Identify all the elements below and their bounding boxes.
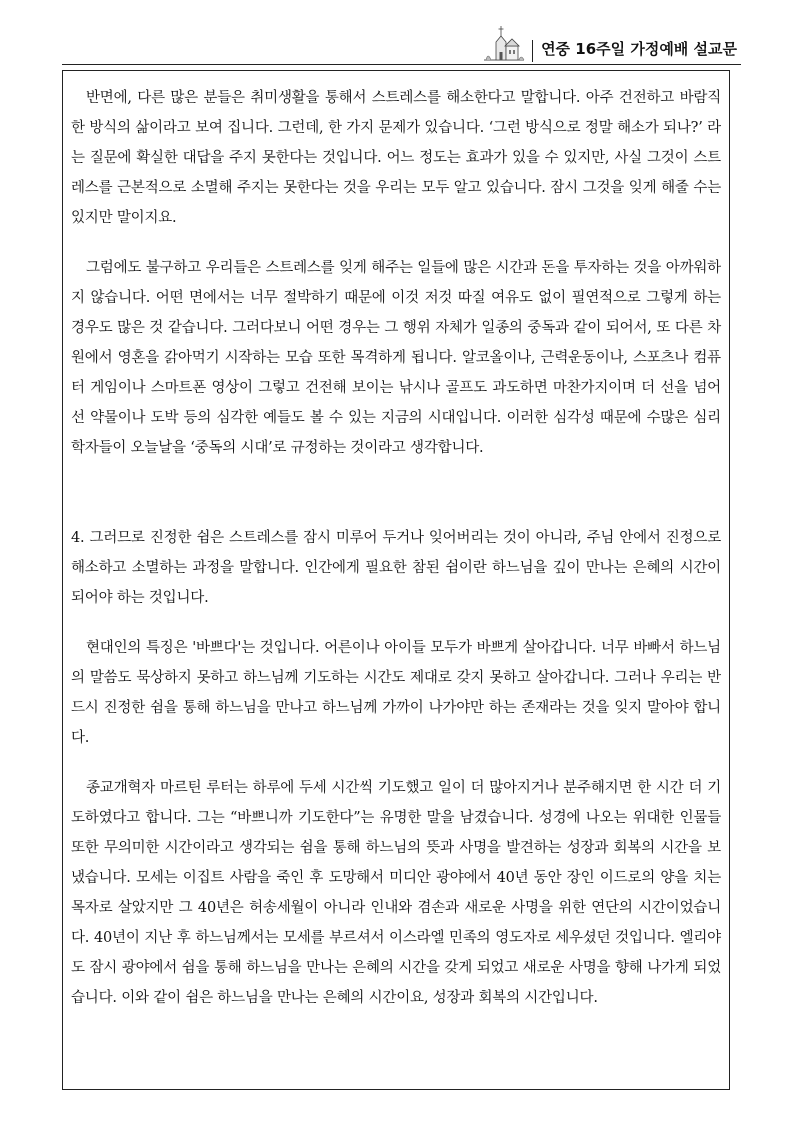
paragraph-addiction: 그럼에도 불구하고 우리들은 스트레스를 잊게 해주는 일들에 많은 시간과 돈을 투자하는 것을 아까워하지 않습니다. 어떤 면에서는 너무 절박하기 때문에 이것 저것 따질 여유도 없이 필연적으로 그렇게 하는 경우도 많은 것 같습니다. 그러다보니 어떤 경우는 그 행위 자체가 일종의 중독과 같이 되어서, 또 다른 차원에서 영혼을 갉아먹기 시작하는 모습 또한 목격하게 됩니다. 알코올이나, 근력운동이나, 스포츠나 컴퓨터 게임이나 스마트폰 영상이 그렇고 건전해 보이는 낚시나 골프도 과도하면 마찬가지이며 더 선을 넘어선 약물이나 도박 등의 심각한 예들도 볼 수 있는 지금의 시대입니다. 이러한 심각성 때문에 수많은 심리학자들이 오늘날을 ‘중독의 시대’로 규정하는 것이라고 생각합니다. [71,260,721,456]
sermon-body [62,70,730,1090]
section-spacer [71,463,721,493]
section-spacer [71,493,721,523]
page-title: 연중 16주일 가정예배 설교문 [532,40,741,62]
paragraph-true-rest: 4. 그러므로 진정한 쉼은 스트레스를 잠시 미루어 두거나 잊어버리는 것이 아니라, 주님 안에서 진정으로 해소하고 소멸하는 과정을 말합니다. 인간에게 필요한 참된 쉼이란 하느님을 깊이 만나는 은혜의 시간이 되어야 하는 것입니다. [71,530,721,606]
paragraph-hobbies: 반면에, 다른 많은 분들은 취미생활을 통해서 스트레스를 해소한다고 말합니다. 아주 건전하고 바람직한 방식의 삶이라고 보여 집니다. 그런데, 한 가지 문제가 있습니다. ‘그런 방식으로 정말 해소가 되나?’ 라는 질문에 확실한 대답을 주지 못한다는 것입니다. 어느 정도는 효과가 있을 수 있지만, 사실 그것이 스트레스를 근본적으로 소멸해 주지는 못한다는 것을 우리는 모두 알고 있습니다. 잠시 그것을 잊게 해줄 수는 있지만 말이지요. [71,90,721,226]
paragraph-spacer [71,753,721,773]
paragraph-busy-modern: 현대인의 특징은 '바쁘다'는 것입니다. 어른이나 아이들 모두가 바쁘게 살아갑니다. 너무 바빠서 하느님의 말씀도 묵상하지 못하고 하느님께 기도하는 시간도 제대로 갖지 못하고 살아갑니다. 그러나 우리는 반드시 진정한 쉼을 통해 하느님을 만나고 하느님께 가까이 나가야만 하는 존재라는 것을 잊지 말아야 합니다. [71,640,721,746]
church-icon [482,22,526,62]
paragraph-luther: 종교개혁자 마르틴 루터는 하루에 두세 시간씩 기도했고 일이 더 많아지거나 분주해지면 한 시간 더 기도하였다고 합니다. 그는 “바쁘니까 기도한다”는 유명한 말을 남겼습니다. 성경에 나오는 위대한 인물들 또한 무의미한 시간이라고 생각되는 쉼을 통해 하느님의 뜻과 사명을 발견하는 성장과 회복의 시간을 보냈습니다. 모세는 이집트 사람을 죽인 후 도망해서 미디안 광야에서 40년 동안 장인 이드로의 양을 치는 목자로 살았지만 그 40년은 허송세월이 아니라 인내와 겸손과 새로운 사명을 위한 연단의 시간이었습니다. 40년이 지난 후 하느님께서는 모세를 부르셔서 이스라엘 민족의 영도자로 세우셨던 것입니다. 엘리야도 잠시 광야에서 쉼을 통해 하느님을 만나는 은혜의 시간을 갖게 되었고 새로운 사명을 향해 나가게 되었습니다. 이와 같이 쉼은 하느님을 만나는 은혜의 시간이요, 성장과 회복의 시간입니다. [71,780,721,1006]
page-header [482,22,741,62]
paragraph-spacer [71,613,721,633]
header-divider [62,64,741,65]
paragraph-spacer [71,233,721,253]
